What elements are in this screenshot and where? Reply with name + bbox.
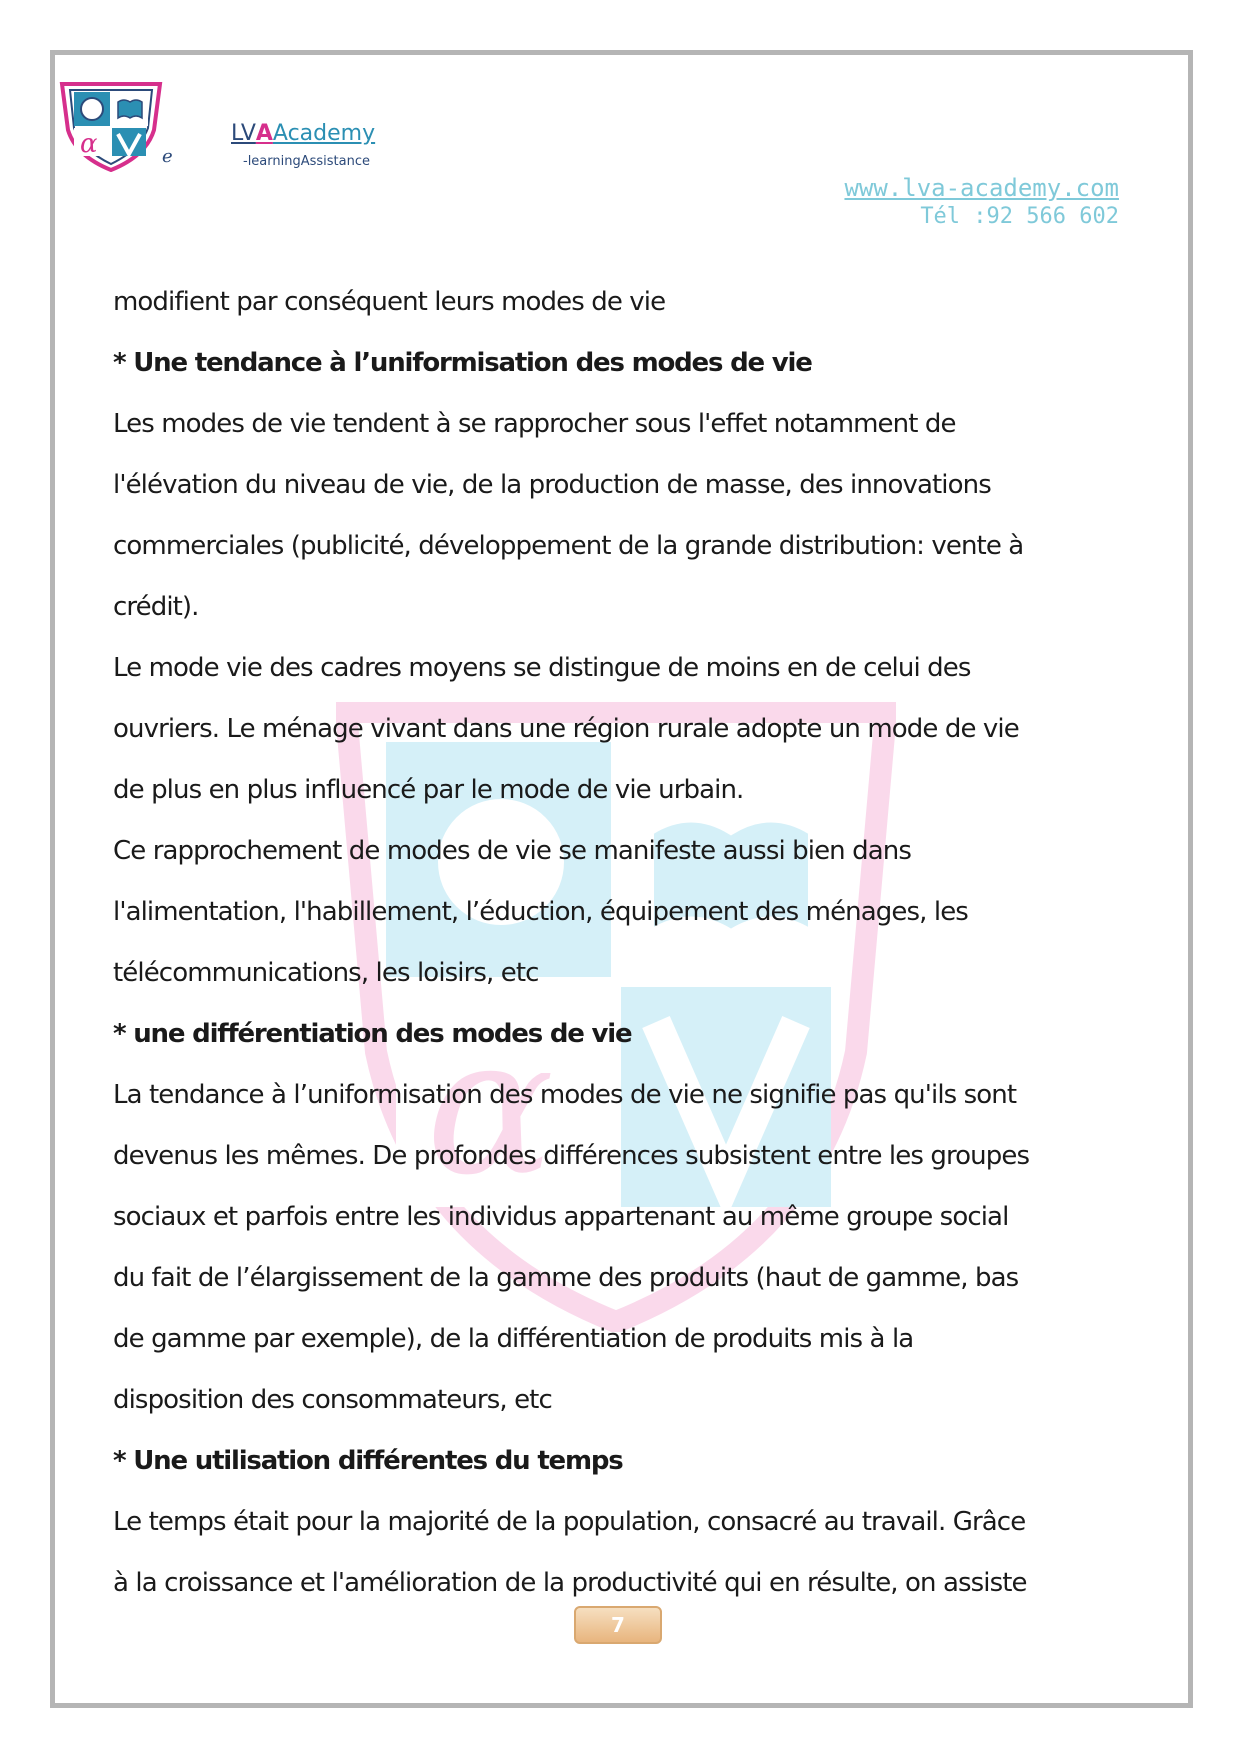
section-heading: * une différentiation des modes de vie bbox=[113, 1019, 632, 1049]
svg-text:α: α bbox=[80, 129, 98, 159]
body-text-line: ouvriers. Le ménage vivant dans une région rurale adopte un mode de vie bbox=[113, 714, 1019, 744]
document-body bbox=[113, 272, 1133, 1614]
body-text-line: l'alimentation, l'habillement, l’éduction, équipement des ménages, les bbox=[113, 897, 968, 927]
section-heading: * Une tendance à l’uniformisation des modes de vie bbox=[113, 348, 812, 378]
brand-a: A bbox=[255, 121, 273, 146]
brand-tagline: -learningAssistance bbox=[243, 154, 370, 169]
website-link[interactable]: www.lva-academy.com bbox=[844, 174, 1119, 202]
body-text-line: du fait de l’élargissement de la gamme des produits (haut de gamme, bas bbox=[113, 1263, 1019, 1293]
brand-academy: Academy bbox=[272, 121, 376, 146]
body-text-line: modifient par conséquent leurs modes de vie bbox=[113, 287, 666, 317]
body-text-line: sociaux et parfois entre les individus appartenant au même groupe social bbox=[113, 1202, 1009, 1232]
body-text-line: de plus en plus influencé par le mode de vie urbain. bbox=[113, 775, 744, 805]
body-text-line: de gamme par exemple), de la différentiation de produits mis à la bbox=[113, 1324, 914, 1354]
body-text-line: disposition des consommateurs, etc bbox=[113, 1385, 552, 1415]
section-heading: * Une utilisation différentes du temps bbox=[113, 1446, 623, 1476]
page-number-badge: 7 bbox=[574, 1606, 662, 1644]
body-text-line: La tendance à l’uniformisation des modes de vie ne signifie pas qu'ils sont bbox=[113, 1080, 1017, 1110]
body-text-line: commerciales (publicité, développement de la grande distribution: vente à bbox=[113, 531, 1024, 561]
lva-academy-shield-icon bbox=[58, 80, 164, 172]
body-text-line: crédit). bbox=[113, 592, 199, 622]
brand-lv: LV bbox=[231, 121, 256, 146]
logo-letter: e bbox=[162, 146, 173, 167]
body-text-line: devenus les mêmes. De profondes différences subsistent entre les groupes bbox=[113, 1141, 1030, 1171]
body-text-line: à la croissance et l'amélioration de la productivité qui en résulte, on assiste bbox=[113, 1568, 1027, 1598]
body-text-line: Le temps était pour la majorité de la population, consacré au travail. Grâce bbox=[113, 1507, 1026, 1537]
body-text-line: l'élévation du niveau de vie, de la production de masse, des innovations bbox=[113, 470, 991, 500]
svg-text:α: α bbox=[426, 996, 555, 1217]
body-text-line: Ce rapprochement de modes de vie se manifeste aussi bien dans bbox=[113, 836, 911, 866]
phone-number: Tél :92 566 602 bbox=[920, 204, 1119, 229]
brand-name[interactable] bbox=[231, 120, 375, 148]
body-text-line: télécommunications, les loisirs, etc bbox=[113, 958, 539, 988]
body-text-line: Les modes de vie tendent à se rapprocher sous l'effet notamment de bbox=[113, 409, 956, 439]
body-text-line: Le mode vie des cadres moyens se distingue de moins en de celui des bbox=[113, 653, 971, 683]
